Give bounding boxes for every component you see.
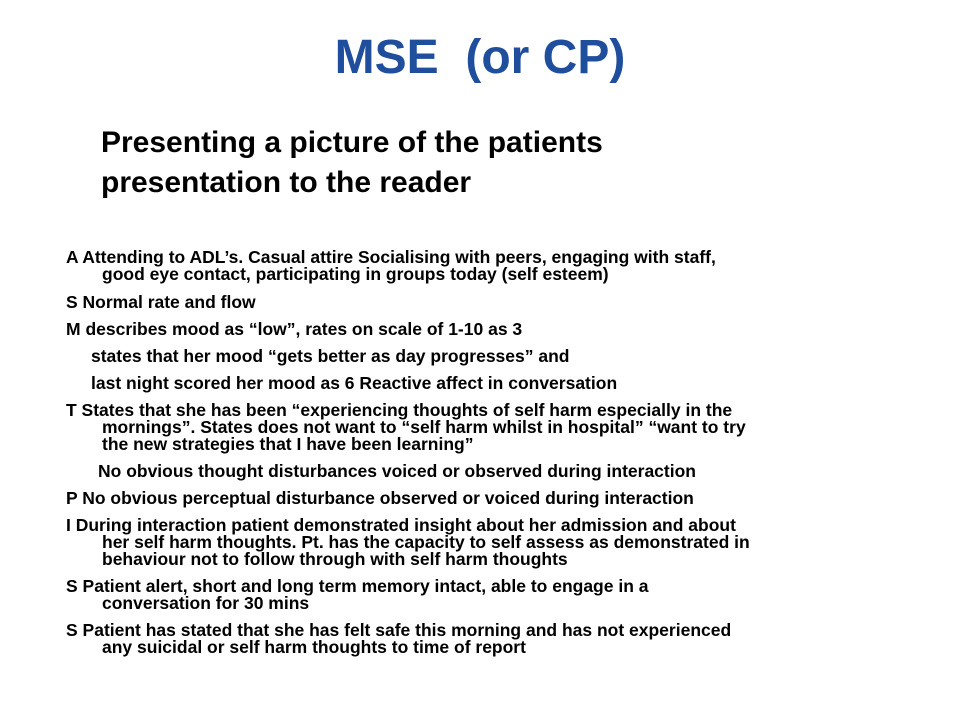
entry-mood: [66, 321, 936, 338]
entry-thought-continued: [66, 463, 936, 480]
entry-mood-continued: [66, 375, 936, 392]
entry-speech: [66, 294, 936, 311]
entry-line: states that her mood “gets better as day progresses” and: [91, 346, 570, 366]
entry-line: last night scored her mood as 6 Reactive affect in conversation: [91, 373, 618, 393]
slide-title: MSE (or CP): [334, 31, 626, 84]
entry-insight: [66, 517, 936, 568]
entry-line: S Patient alert, short and long term memory intact, able to engage in a: [66, 576, 649, 596]
entry-line: the new strategies that I have been learning”: [102, 434, 474, 454]
entry-sensorium: [66, 578, 936, 612]
entry-line: T States that she has been “experiencing thoughts of self harm especially in the: [66, 400, 733, 420]
entry-line: P No obvious perceptual disturbance observed or voiced during interaction: [66, 488, 694, 508]
entry-line: S Normal rate and flow: [66, 292, 256, 312]
entry-line: M describes mood as “low”, rates on scale of 1-10 as 3: [66, 319, 523, 339]
entry-line: S Patient has stated that she has felt safe this morning and has not experienced: [66, 620, 732, 640]
entry-line: conversation for 30 mins: [102, 593, 310, 613]
entry-mood-continued: [66, 348, 936, 365]
entry-safety: [66, 622, 936, 656]
subtitle-line: Presenting a picture of the patients: [101, 126, 603, 159]
slide-subtitle: [101, 123, 861, 203]
entry-line: her self harm thoughts. Pt. has the capacity to self assess as demonstrated in: [102, 532, 750, 552]
mse-entries: [66, 249, 936, 656]
entry-line: any suicidal or self harm thoughts to time of report: [102, 637, 526, 657]
entry-thought: [66, 402, 936, 453]
entry-line: No obvious thought disturbances voiced or observed during interaction: [98, 461, 696, 481]
entry-line: I During interaction patient demonstrated insight about her admission and about: [66, 515, 736, 535]
entry-line: behaviour not to follow through with self harm thoughts: [102, 549, 568, 569]
entry-line: mornings”. States does not want to “self harm whilst in hospital” “want to try: [102, 417, 746, 437]
entry-line: A Attending to ADL’s. Casual attire Socialising with peers, engaging with staff,: [66, 247, 716, 267]
entry-line: good eye contact, participating in groups today (self esteem): [102, 264, 609, 284]
subtitle-line: presentation to the reader: [101, 166, 472, 199]
entry-appearance: [66, 249, 936, 283]
entry-perception: [66, 490, 936, 507]
